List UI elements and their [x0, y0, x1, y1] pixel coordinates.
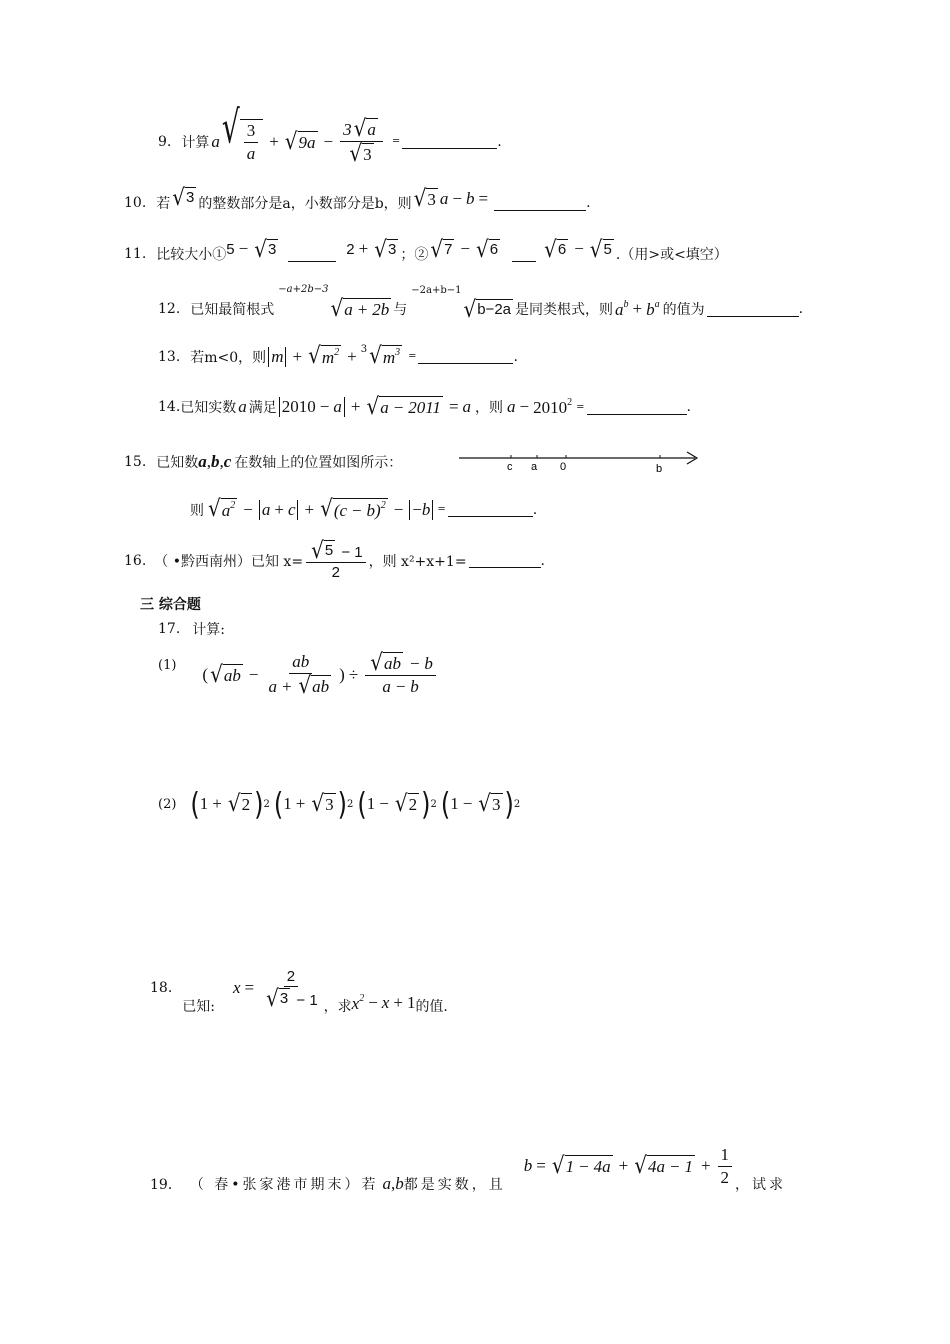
- radical-3-over-a: √ $\frac{3}{a}$: [222, 119, 263, 164]
- number-line: [455, 446, 705, 476]
- radical-1: −a+2b−3 √ a + 2b: [278, 284, 390, 322]
- question-number: 9.: [158, 133, 172, 150]
- answer-blank[interactable]: [469, 553, 541, 568]
- question-number: 12.: [158, 301, 181, 317]
- answer-blank[interactable]: [587, 400, 687, 415]
- question-number: 17.: [158, 621, 181, 637]
- question-number: 13.: [158, 348, 181, 365]
- question-18: 18. 已知: x = 2 √ 3 − 1 ，求 $x^2$ − x + 1 的值.: [150, 967, 448, 1015]
- question-12: 12. 已知最简根式 −a+2b−3 √ a + 2b 与 −2a+b−1 √ b−2a 是同类根式，则 $a^b$ + $b^a$ 的值为 .: [158, 284, 804, 323]
- question-17: 17. 计算:: [158, 621, 225, 638]
- axis-label-a: a: [531, 461, 538, 473]
- question-number: 10.: [124, 195, 147, 211]
- question-17-part-2: (2) ( 1 + √ 2 ) 2 ( 1 + √ 3 ) 2 ( 1 − √ 2 ) 2 ( 1 − √ 3 ) 2: [158, 785, 521, 823]
- question-number: 14.: [158, 399, 181, 415]
- question-17-part-1: (1) ( √ ab − ab a + √ ab ) ÷ √ ab − b a − b: [158, 652, 439, 697]
- answer-blank[interactable]: [494, 196, 586, 211]
- question-9: 9. 计算 a √ $\frac{3}{a}$ + √ 9a − 3 √ a √ 3 = .: [158, 100, 502, 167]
- axis-label-b: b: [656, 463, 663, 475]
- question-text: 计算: [181, 134, 210, 151]
- question-10: 10. 若 √ 3 的整数部分是a，小数部分是b，则 √ 3 a − b = .: [124, 183, 591, 212]
- answer-blank[interactable]: [707, 302, 799, 317]
- question-14: 14. 已知实数 a 满足 2010 − a + √ a − 2011 = a ，则 a − 2010$^2$ = .: [158, 392, 691, 420]
- question-19: 19． （ 春•张家港市期末）若 a , b 都是实数，且 b = √ 1 − 4a + √ 4a − 1 + $\frac{1}{2}$ ，试求: [150, 1144, 787, 1193]
- answer-blank-2[interactable]: [512, 247, 536, 262]
- radical-2: −2a+b−1 √ b−2a: [411, 285, 512, 323]
- answer-blank-1[interactable]: [288, 247, 336, 262]
- question-13: 13. 若m<0，则 m + √ $m^2$ + 3 √ $m^3$ = .: [158, 340, 518, 369]
- question-16: 16. （ •黔西南州）已知 x= √ 5 − 1 2 ，则 x²+x+1= .: [124, 536, 545, 581]
- question-number: 19．: [150, 1177, 182, 1193]
- answer-blank[interactable]: [418, 349, 513, 364]
- question-15: 15. 已知数 a , b , c 在数轴上的位置如图所示：: [124, 452, 403, 471]
- question-11: 11. 比较大小① 5 − √ 3 2 + √ 3 ；② √ 7 − √ 6 √ 6 − √ 5 .（用>或<填空）: [124, 235, 728, 263]
- question-number: 15.: [124, 454, 147, 470]
- answer-blank[interactable]: [448, 502, 533, 517]
- answer-blank[interactable]: [402, 134, 497, 149]
- section-heading: 三 综合题: [140, 597, 201, 613]
- question-number: 11.: [124, 246, 147, 262]
- question-number: 16.: [124, 552, 147, 569]
- question-15-expression: 则 √ $a^2$ − a + c + √ $(c - b)^2$ − − b = .: [190, 493, 538, 522]
- question-number: 18.: [150, 980, 173, 996]
- formula-q9: a: [211, 131, 220, 151]
- axis-label-0: 0: [560, 461, 567, 473]
- axis-label-c: c: [507, 461, 513, 473]
